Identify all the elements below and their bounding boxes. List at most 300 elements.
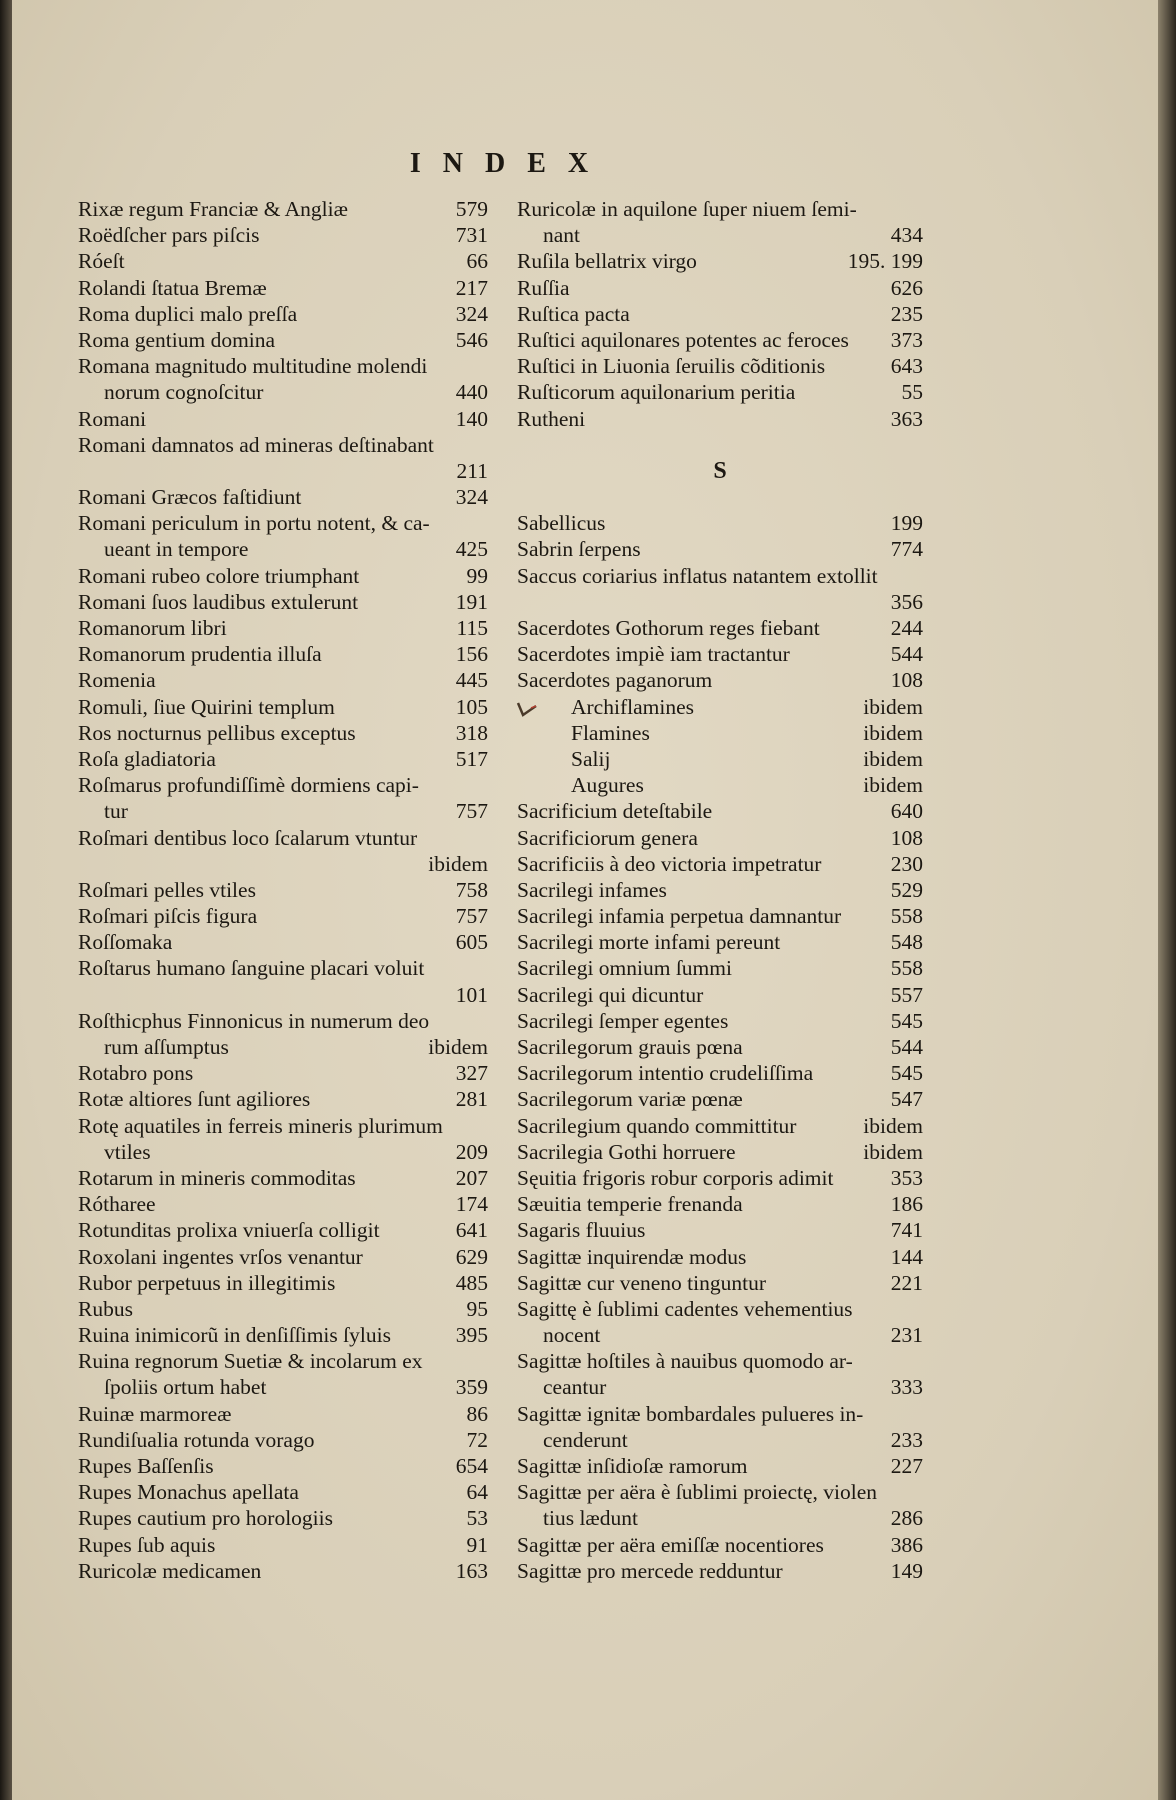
index-entry: [517, 563, 923, 589]
entry-page-number: [917, 563, 923, 589]
entry-page-number: 233: [890, 1427, 923, 1452]
index-entry: [78, 1113, 488, 1139]
entry-text: Rotæ altiores ſunt agiliores: [78, 1087, 311, 1112]
index-entry: [78, 248, 488, 274]
entry-text: Roſthicphus Finnonicus in numerum deo: [78, 1008, 430, 1033]
entry-page-number: 558: [890, 956, 923, 981]
check-mark-icon: [516, 700, 538, 718]
index-entry: [78, 1008, 488, 1034]
entry-text: Roſſomaka: [78, 930, 173, 955]
entry-page-number: 140: [455, 406, 488, 431]
index-entry: [78, 929, 488, 955]
entry-page-number: 199: [890, 511, 923, 536]
index-entry: [517, 1348, 923, 1374]
index-entry: [78, 720, 488, 746]
entry-page-number: 64: [466, 1480, 488, 1505]
entry-page-number: 108: [890, 668, 923, 693]
entry-text: Sagittæ cur veneno tinguntur: [517, 1270, 767, 1295]
entry-text: Salij: [571, 746, 611, 771]
entry-page-number: 99: [466, 563, 488, 588]
entry-page-number: 654: [455, 1454, 488, 1478]
entry-text: Ruſtici in Liuonia ſeruilis cõditionis: [517, 354, 826, 379]
entry-page-number: 231: [890, 1323, 923, 1348]
entry-text: Roma gentium domina: [78, 327, 276, 352]
entry-page-number: 324: [455, 485, 488, 510]
entry-text: Saccus coriarius inflatus natantem extollit: [517, 563, 878, 588]
entry-text: Sagittæ per aëra emiſſæ nocentiores: [517, 1532, 824, 1557]
entry-page-number: 227: [890, 1454, 923, 1478]
index-entry: [517, 982, 923, 1008]
entry-page-number: 626: [890, 275, 923, 300]
entry-page-number: 557: [890, 982, 923, 1007]
entry-text: Romanorum libri: [78, 616, 227, 640]
entry-page-number: 363: [890, 406, 923, 431]
index-entry: [78, 825, 488, 851]
index-entry: [517, 1217, 923, 1243]
index-entry: [517, 1034, 923, 1060]
index-entry: [78, 641, 488, 667]
page-edge-left: [0, 0, 12, 1800]
index-entry: [78, 746, 488, 772]
index-entry: [78, 1374, 488, 1400]
entry-page-number: 547: [890, 1087, 923, 1112]
index-entry: [78, 982, 488, 1008]
index-entry: [517, 406, 923, 432]
entry-text: Rundiſualia rotunda vorago: [78, 1427, 315, 1452]
entry-page-number: 115: [456, 616, 488, 640]
entry-page-number: 72: [466, 1427, 488, 1452]
entry-text: Sacrilegium quando committitur: [517, 1113, 797, 1138]
entry-page-number: 156: [455, 642, 488, 667]
index-entry: [78, 1165, 488, 1191]
entry-page-number: 517: [455, 746, 488, 771]
entry-page-number: 425: [455, 537, 488, 562]
index-entry: [517, 851, 923, 877]
entry-page-number: 244: [890, 616, 923, 640]
entry-text: Romuli, ſiue Quirini templum: [78, 694, 335, 719]
index-entry: [517, 1427, 923, 1453]
entry-page-number: [482, 510, 488, 536]
entry-page-number: 741: [890, 1218, 923, 1243]
index-entry: [78, 406, 488, 432]
entry-text: Rotarum in mineris commoditas: [78, 1165, 356, 1190]
entry-page-number: 144: [890, 1244, 923, 1269]
entry-text: Ruricolæ medicamen: [78, 1558, 262, 1583]
entry-text: Roſmari piſcis figura: [78, 904, 258, 929]
entry-text: Rubus: [78, 1296, 133, 1321]
entry-page-number: 757: [455, 904, 488, 929]
entry-page-number: ibidem: [863, 773, 923, 798]
index-entry: [517, 1113, 923, 1139]
index-entry: [517, 615, 923, 641]
index-entry: [517, 720, 923, 746]
entry-page-number: 105: [455, 694, 488, 719]
entry-text: Romani rubeo colore triumphant: [78, 563, 360, 588]
entry-page-number: 434: [890, 223, 923, 248]
index-entry: [78, 877, 488, 903]
index-entry: [78, 772, 488, 798]
entry-text: Romani: [78, 406, 147, 431]
entry-page-number: 318: [455, 720, 488, 745]
entry-text: Ruſtici aquilonares potentes ac feroces: [517, 327, 849, 352]
entry-text: Roxolani ingentes vrſos venantur: [78, 1244, 363, 1269]
index-entry: [517, 196, 923, 222]
entry-text: Sacrificiorum genera: [517, 825, 698, 850]
entry-page-number: 440: [455, 380, 488, 405]
entry-text: Ruinæ marmoreæ: [78, 1401, 232, 1426]
entry-text: Roſmarus profundiſſimè dormiens capi-: [78, 773, 419, 798]
entry-page-number: 544: [890, 642, 923, 667]
index-entry: [78, 1348, 488, 1374]
entry-page-number: 207: [455, 1165, 488, 1190]
entry-text: Romani ſuos laudibus extulerunt: [78, 589, 359, 614]
entry-text: Romani damnatos ad mineras deſtinabant: [78, 432, 434, 457]
index-entry: [517, 798, 923, 824]
entry-page-number: 545: [890, 1008, 923, 1033]
entry-text: ueant in tempore: [104, 537, 249, 562]
index-entry: [78, 301, 488, 327]
entry-text: ſpoliis ortum habet: [104, 1375, 267, 1400]
index-entry: [78, 1427, 488, 1453]
entry-text: Sacrilegia Gothi horruere: [517, 1139, 736, 1164]
entry-text: Sagaris fluuius: [517, 1218, 646, 1243]
entry-text: ceantur: [543, 1375, 607, 1400]
entry-text: Roſtarus humano ſanguine placari voluit: [78, 956, 425, 981]
entry-text: Romana magnitudo multitudine molendi: [78, 354, 428, 379]
index-entry: [517, 275, 923, 301]
index-entry: [78, 1479, 488, 1505]
entry-page-number: 546: [455, 327, 488, 352]
entry-text: Rixæ regum Franciæ & Angliæ: [78, 197, 348, 221]
index-entry: [517, 1479, 923, 1505]
entry-text: Sagittæ per aëra è ſublimi proiectę, violen: [517, 1480, 878, 1505]
entry-text: Sacerdotes impiè iam tractantur: [517, 642, 790, 667]
index-entry: [78, 1217, 488, 1243]
index-entry: [78, 563, 488, 589]
index-entry: [517, 1270, 923, 1296]
index-entry: [78, 379, 488, 405]
index-entry: [517, 510, 923, 536]
entry-page-number: 174: [455, 1192, 488, 1217]
entry-page-number: ibidem: [428, 851, 488, 876]
entry-text: Sabrin ſerpens: [517, 537, 641, 562]
index-entry: [517, 353, 923, 379]
entry-text: Archiflamines: [571, 694, 694, 719]
entry-page-number: 359: [455, 1375, 488, 1400]
entry-page-number: 386: [890, 1532, 923, 1557]
index-entry: [78, 1558, 488, 1584]
entry-text: Romenia: [78, 668, 156, 693]
page-edge-right: [1158, 0, 1176, 1800]
entry-page-number: [482, 1348, 488, 1374]
entry-page-number: 235: [890, 301, 923, 326]
index-entry: [517, 1008, 923, 1034]
index-entry: [78, 1086, 488, 1112]
entry-page-number: 774: [890, 537, 923, 562]
entry-page-number: ibidem: [863, 720, 923, 745]
entry-text: Ruſticorum aquilonarium peritia: [517, 380, 796, 405]
entry-text: Flamines: [571, 720, 650, 745]
index-entry: [517, 1505, 923, 1531]
entry-page-number: 286: [890, 1506, 923, 1531]
entry-page-number: 221: [890, 1270, 923, 1295]
entry-page-number: 195. 199: [847, 249, 923, 274]
entry-text: Ruſtica pacta: [517, 301, 630, 326]
entry-text: Rotabro pons: [78, 1061, 194, 1086]
entry-page-number: 356: [890, 589, 923, 614]
index-entry: [517, 667, 923, 693]
index-entry: [78, 1191, 488, 1217]
index-entry: [517, 1139, 923, 1165]
index-entry: [517, 301, 923, 327]
entry-page-number: 53: [466, 1506, 488, 1531]
entry-page-number: 95: [466, 1296, 488, 1321]
entry-text: Roſmari pelles vtiles: [78, 877, 256, 902]
index-entry: [78, 327, 488, 353]
index-entry: [78, 1270, 488, 1296]
index-entry: [517, 1086, 923, 1112]
entry-text: Ros nocturnus pellibus exceptus: [78, 720, 356, 745]
index-entry: [517, 1296, 923, 1322]
entry-text: tur: [104, 799, 128, 824]
index-entry: [78, 196, 488, 222]
entry-page-number: [482, 955, 488, 981]
index-entry: [517, 327, 923, 353]
section-letter-heading: S: [713, 457, 727, 484]
entry-text: Sacrilegi infamia perpetua damnantur: [517, 904, 842, 929]
index-entry: [517, 1558, 923, 1584]
index-entry: [78, 1322, 488, 1348]
entry-page-number: 545: [890, 1061, 923, 1086]
entry-text: nant: [543, 223, 581, 248]
blank-line: [517, 484, 923, 510]
index-entry: [78, 275, 488, 301]
entry-text: Ruina inimicorũ in denſiſſimis ſyluis: [78, 1323, 391, 1348]
entry-page-number: 643: [890, 354, 923, 379]
entry-page-number: 629: [455, 1244, 488, 1269]
index-entry: [517, 589, 923, 615]
index-entry: [78, 1532, 488, 1558]
entry-page-number: 66: [466, 249, 488, 274]
index-entry: [517, 1322, 923, 1348]
entry-page-number: 333: [890, 1375, 923, 1400]
entry-text: Sacrilegorum variæ pœnæ: [517, 1087, 743, 1112]
index-entry: [517, 955, 923, 981]
entry-text: Sagittæ inquirendæ modus: [517, 1244, 747, 1269]
index-entry: [517, 1165, 923, 1191]
entry-text: Sacrilegi infames: [517, 877, 667, 902]
entry-text: Sagittæ inſidioſæ ramorum: [517, 1454, 748, 1478]
entry-text: Sabellicus: [517, 511, 606, 536]
entry-text: Rotę aquatiles in ferreis mineris plurimum: [78, 1113, 443, 1138]
index-entry: [517, 929, 923, 955]
entry-page-number: [917, 196, 923, 222]
index-entry: [517, 772, 923, 798]
entry-text: vtiles: [104, 1139, 151, 1164]
index-entry: [78, 1244, 488, 1270]
entry-text: Ruina regnorum Suetiæ & incolarum ex: [78, 1349, 423, 1374]
entry-text: Sagittæ pro mercede redduntur: [517, 1558, 783, 1583]
index-entry: [78, 1034, 488, 1060]
index-entry: [78, 667, 488, 693]
entry-page-number: 579: [455, 197, 488, 221]
entry-text: Sacrilegi ſemper egentes: [517, 1008, 729, 1033]
index-entry: [78, 432, 488, 458]
entry-text: Romani Græcos faſtidiunt: [78, 485, 302, 510]
entry-page-number: 353: [890, 1165, 923, 1190]
index-entry: [517, 1191, 923, 1217]
index-entry: [78, 1139, 488, 1165]
entry-page-number: 445: [455, 668, 488, 693]
entry-text: Sacrificiis à deo victoria impetratur: [517, 851, 822, 876]
entry-text: Ruricolæ in aquilone ſuper niuem ſemi-: [517, 197, 857, 221]
entry-text: Rotunditas prolixa vniuerſa colligit: [78, 1218, 380, 1243]
entry-page-number: 605: [455, 930, 488, 955]
index-entry: [78, 615, 488, 641]
index-entry: [78, 955, 488, 981]
entry-page-number: [917, 1348, 923, 1374]
entry-text: Sacrilegi omnium ſummi: [517, 956, 732, 981]
entry-text: Roëdſcher pars piſcis: [78, 223, 260, 248]
blank-line: [517, 432, 923, 458]
entry-page-number: 217: [455, 275, 488, 300]
index-entry: [517, 746, 923, 772]
entry-page-number: ibidem: [428, 1035, 488, 1059]
entry-text: Sacrilegi morte infami pereunt: [517, 930, 781, 955]
entry-page-number: ibidem: [863, 1113, 923, 1138]
entry-page-number: 55: [901, 380, 923, 405]
index-entry: [517, 903, 923, 929]
entry-page-number: 731: [455, 223, 488, 248]
index-entry: [78, 1060, 488, 1086]
entry-page-number: 548: [890, 930, 923, 955]
entry-page-number: 485: [455, 1270, 488, 1295]
index-entry: [78, 222, 488, 248]
index-entry: [517, 536, 923, 562]
entry-page-number: [482, 1113, 488, 1139]
entry-page-number: 757: [455, 799, 488, 824]
entry-page-number: 529: [890, 877, 923, 902]
entry-text: Sacerdotes paganorum: [517, 668, 713, 693]
entry-text: Sæuitia temperie frenanda: [517, 1192, 743, 1217]
entry-page-number: [482, 825, 488, 851]
entry-text: Rolandi ſtatua Bremæ: [78, 275, 267, 300]
entry-text: Romani periculum in portu notent, & ca-: [78, 511, 430, 536]
entry-page-number: 108: [890, 825, 923, 850]
entry-text: rum aſſumptus: [104, 1035, 229, 1059]
entry-text: Ruſila bellatrix virgo: [517, 249, 697, 274]
entry-text: Romanorum prudentia illuſa: [78, 642, 322, 667]
entry-page-number: 211: [456, 458, 488, 483]
page-title: INDEX: [409, 148, 611, 179]
index-entry: [517, 379, 923, 405]
index-entry: [78, 851, 488, 877]
entry-page-number: 641: [455, 1218, 488, 1243]
entry-page-number: 209: [455, 1139, 488, 1164]
entry-text: Sacrilegi qui dicuntur: [517, 982, 704, 1007]
entry-page-number: 86: [466, 1401, 488, 1426]
index-entry: [517, 222, 923, 248]
entry-text: tius lædunt: [543, 1506, 638, 1531]
entry-text: Sacerdotes Gothorum reges fiebant: [517, 616, 820, 640]
index-entry: [517, 1532, 923, 1558]
index-entry: [78, 1453, 488, 1479]
index-entry: [517, 877, 923, 903]
entry-page-number: 191: [455, 589, 488, 614]
entry-page-number: [482, 353, 488, 379]
entry-text: norum cognoſcitur: [104, 380, 264, 405]
index-entry: [78, 536, 488, 562]
entry-page-number: [917, 1401, 923, 1427]
entry-page-number: [482, 772, 488, 798]
entry-page-number: 186: [890, 1192, 923, 1217]
entry-text: cenderunt: [543, 1427, 628, 1452]
entry-text: Róeſt: [78, 249, 125, 274]
entry-page-number: 230: [890, 851, 923, 876]
index-column-right: [517, 196, 923, 1584]
entry-page-number: 91: [466, 1532, 488, 1557]
entry-text: Roma duplici malo preſſa: [78, 301, 298, 326]
entry-page-number: 558: [890, 904, 923, 929]
entry-text: Rupes Monachus apellata: [78, 1480, 299, 1505]
entry-text: Sacrificium deteſtabile: [517, 799, 713, 824]
entry-page-number: 101: [455, 982, 488, 1007]
entry-page-number: 163: [455, 1558, 488, 1583]
entry-text: Ruſſia: [517, 275, 570, 300]
entry-page-number: ibidem: [863, 1139, 923, 1164]
entry-page-number: 640: [890, 799, 923, 824]
index-entry: [78, 903, 488, 929]
index-entry: [78, 484, 488, 510]
entry-page-number: [482, 1008, 488, 1034]
entry-page-number: ibidem: [863, 746, 923, 771]
entry-page-number: [917, 1479, 923, 1505]
entry-text: Sacrilegorum intentio crudeliſſima: [517, 1061, 814, 1086]
entry-text: Rubor perpetuus in illegitimis: [78, 1270, 336, 1295]
entry-page-number: [482, 432, 488, 458]
entry-page-number: ibidem: [863, 694, 923, 719]
entry-page-number: [917, 1296, 923, 1322]
index-entry: [517, 825, 923, 851]
entry-text: Sagittę è ſublimi cadentes vehementius: [517, 1296, 853, 1321]
index-entry: [78, 589, 488, 615]
index-entry: [517, 1401, 923, 1427]
index-entry: [78, 798, 488, 824]
index-entry: [78, 353, 488, 379]
entry-text: Augures: [571, 773, 644, 798]
entry-text: Sagittæ hoſtiles à nauibus quomodo ar-: [517, 1349, 853, 1374]
index-entry: [78, 1296, 488, 1322]
entry-text: Rupes Baſſenſis: [78, 1454, 214, 1478]
index-entry: [517, 694, 923, 720]
entry-text: Rupes cautium pro horologiis: [78, 1506, 333, 1531]
index-column-left: [78, 196, 488, 1584]
entry-page-number: 149: [890, 1558, 923, 1583]
index-entry: [78, 1401, 488, 1427]
entry-page-number: 544: [890, 1035, 923, 1059]
index-entry: [78, 1505, 488, 1531]
entry-page-number: 758: [455, 877, 488, 902]
index-entry: [517, 1453, 923, 1479]
index-entry: [78, 510, 488, 536]
entry-text: Sagittæ ignitæ bombardales pulueres in-: [517, 1401, 864, 1426]
entry-page-number: 395: [455, 1323, 488, 1348]
entry-page-number: 281: [455, 1087, 488, 1112]
entry-text: nocent: [543, 1323, 601, 1348]
entry-text: Sęuitia frigoris robur corporis adimit: [517, 1165, 834, 1190]
entry-page-number: 373: [890, 327, 923, 352]
index-entry: [517, 641, 923, 667]
